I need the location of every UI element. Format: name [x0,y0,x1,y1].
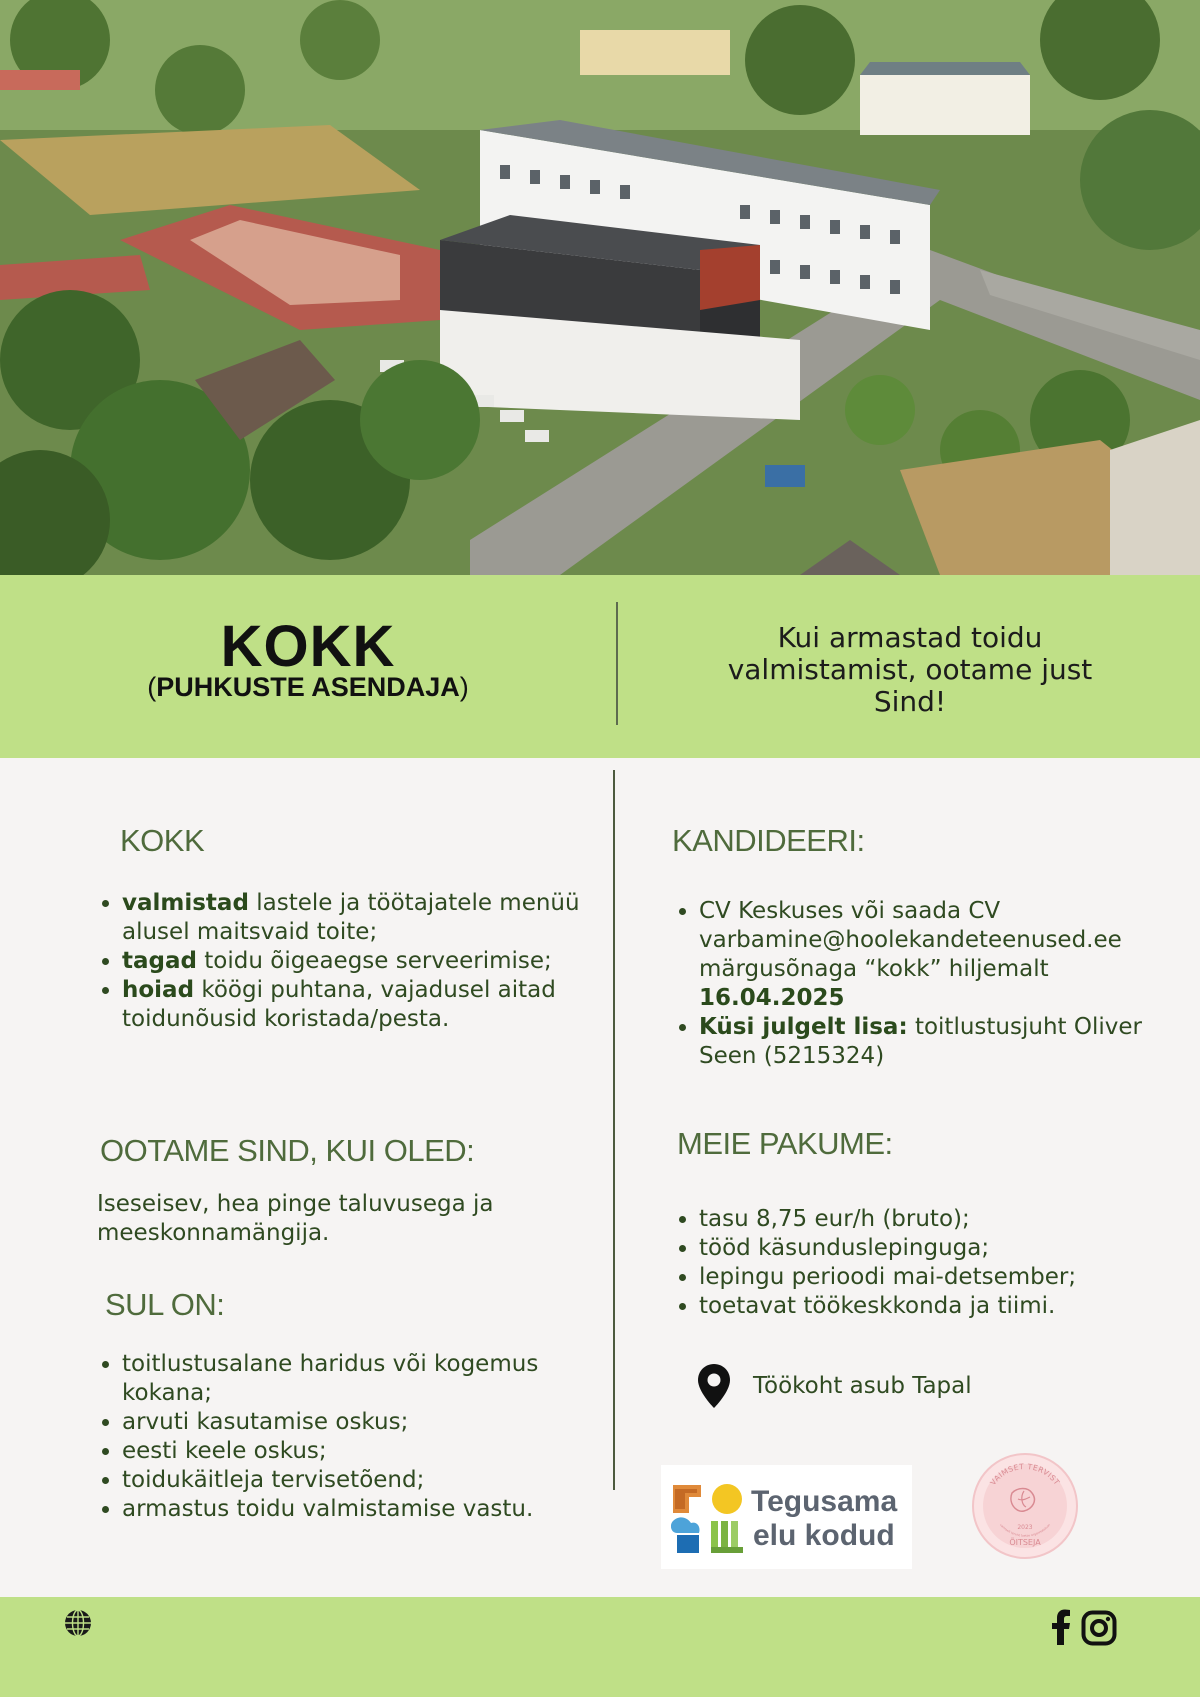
duty-bold: tagad [122,948,197,974]
offer-heading: MEIE PAKUME: [677,1126,893,1161]
requirement-item: • arvuti kasutamise oskus; [122,1408,582,1437]
requirement-item: • toitlustusalane haridus või kogemus kokana; [122,1350,582,1408]
offer-item: • toetavat töökeskkonda ja tiimi. [699,1292,1169,1321]
duty-text: toidu õigeaegse serveerimise; [196,948,552,974]
facebook-icon[interactable] [1050,1609,1072,1645]
duty-item [122,889,582,947]
duty-item [122,947,582,976]
apply-cv-text: CV Keskuses või saada CV varbamine@hoolekandeteenused.ee märgusõnaga “kokk” hiljemalt [699,898,1122,982]
duty-bold: hoiad [122,977,195,1003]
seal-year: 2023 [1017,1524,1033,1531]
aerial-photo-illustration [0,0,1200,575]
offer-list [672,1205,1169,1321]
duty-item [122,976,582,1034]
tegusama-logo-text [751,1485,897,1553]
duty-bold: valmistad [122,890,249,916]
duties-list [95,889,582,1034]
map-pin-icon [697,1363,731,1409]
header-divider [616,602,618,725]
job-title: KOKK [220,614,396,679]
apply-list [672,897,1169,1071]
apply-item-contact [699,1013,1169,1071]
location-text: Töökoht asub Tapal [753,1373,972,1399]
tegusama-elu-kodud-logo [661,1465,912,1569]
hero-photo [0,0,1200,575]
tegusama-logo-mark [671,1477,751,1557]
expect-text: Iseseisev, hea pinge taluvusega ja meeskonnamängija. [97,1191,494,1246]
contact-label: Küsi julgelt lisa: [699,1014,908,1040]
instagram-icon[interactable] [1081,1610,1117,1646]
subtitle-open-paren: ( [147,672,157,702]
apply-deadline: 16.04.2025 [699,985,845,1011]
requirements-list [95,1350,582,1524]
duty-text: lastele ja töötajatele menüü alusel maitsvaid toite; [122,890,580,945]
tagline: Kui armastad toidu valmistamist, ootame just Sind! [727,621,1093,718]
duty-text: köögi puhtana, vajadusel aitad toidunõusid koristada/pesta. [122,977,556,1032]
offer-item: • lepingu perioodi mai-detsember; [699,1263,1169,1292]
tegusama-line2: elu kodud [753,1519,895,1552]
subtitle-text: PUHKUSTE ASENDAJA [156,672,460,702]
subtitle-close-paren: ) [459,672,469,702]
job-heading: KOKK [120,823,205,858]
vaimset-tervist-seal [972,1453,1078,1559]
seal-top-text: VAIMSET TERVIST [988,1461,1062,1487]
contact-text: toitlustusjuht Oliver Seen (5215324) [699,1014,1142,1069]
offer-item: • tasu 8,75 eur/h (bruto); [699,1205,1169,1234]
seal-small-text: vaimselt tervist toetav organisatsioon [998,1522,1052,1538]
requirement-item: • armastus toidu valmistamise vastu. [122,1495,582,1524]
seal-bottom-text: ÕITSEJA [1009,1538,1041,1547]
requirement-item: • eesti keele oskus; [122,1437,582,1466]
tegusama-line1: Tegusama [751,1485,898,1518]
offer-item: • tööd käsunduslepinguga; [699,1234,1169,1263]
footer-band [0,1597,1200,1697]
expect-heading: OOTAME SIND, KUI OLED: [100,1133,475,1168]
job-subtitle [0,674,616,701]
content-divider [613,770,615,1490]
apply-heading: KANDIDEERI: [672,823,865,858]
globe-icon [63,1608,93,1638]
have-heading: SUL ON: [105,1287,225,1322]
apply-item-cv [699,897,1169,1013]
requirement-item: • toidukäitleja tervisetõend; [122,1466,582,1495]
location [697,1363,972,1409]
